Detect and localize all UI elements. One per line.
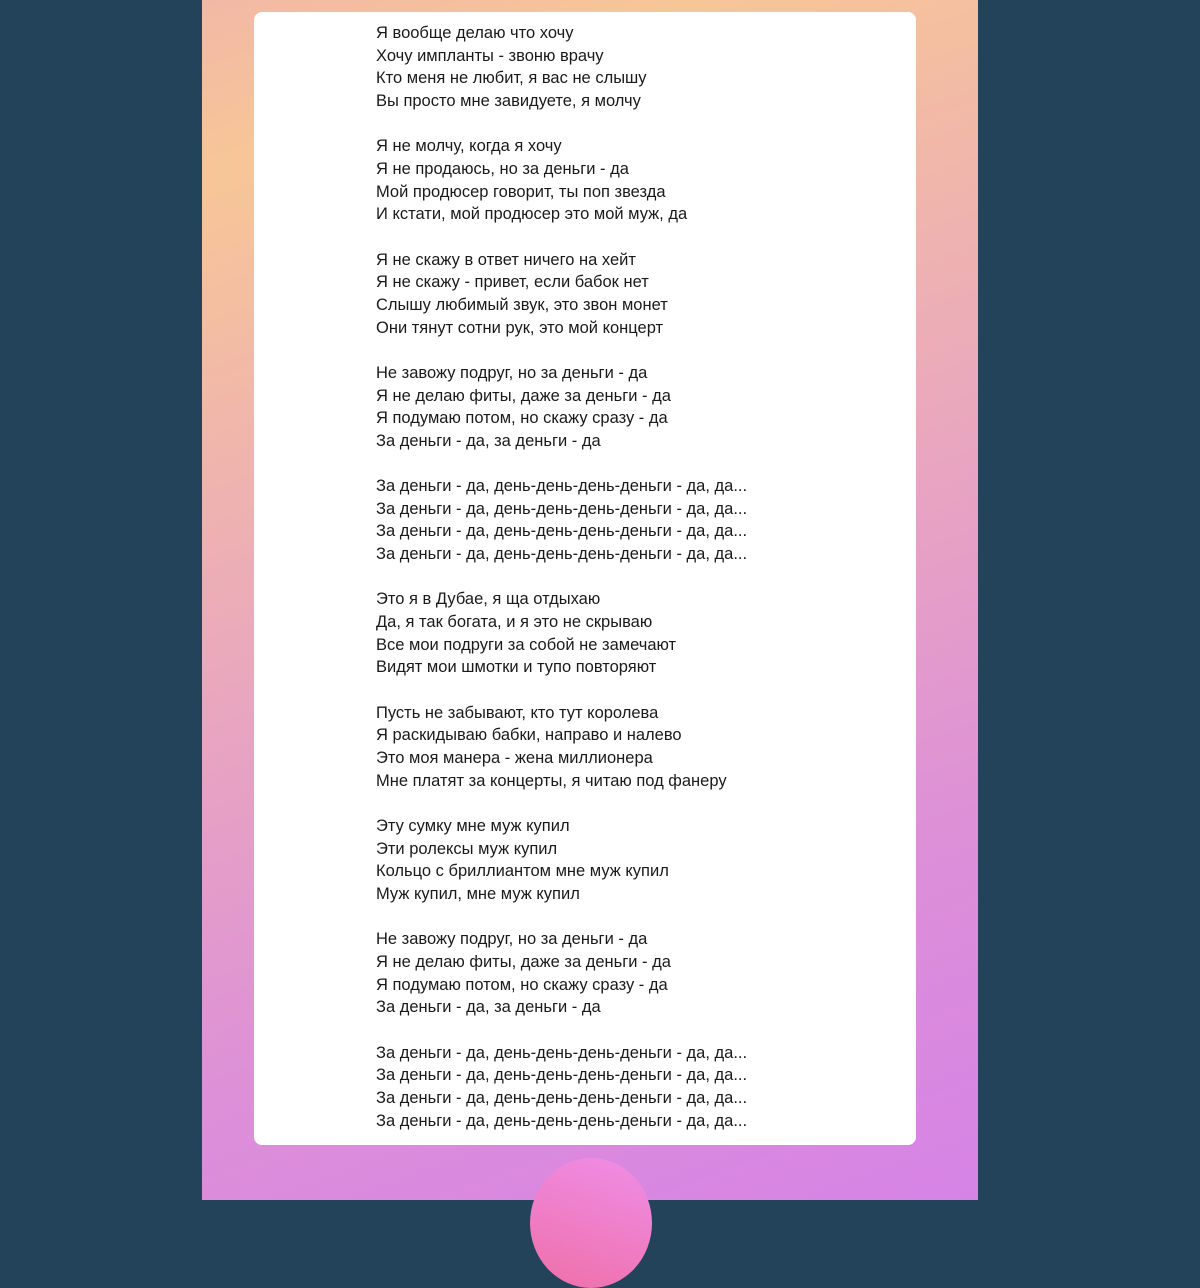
lyrics-line: Слышу любимый звук, это звон монет	[376, 295, 668, 314]
lyrics-line: Мой продюсер говорит, ты поп звезда	[376, 182, 666, 201]
lyrics-line: За деньги - да, за деньги - да	[376, 431, 601, 450]
lyrics-line: Вы просто мне завидуете, я молчу	[376, 91, 641, 110]
lyrics-line: Хочу импланты - звоню врачу	[376, 46, 604, 65]
lyrics-line: Не завожу подруг, но за деньги - да	[376, 930, 648, 949]
lyrics-line: И кстати, мой продюсер это мой муж, да	[376, 205, 688, 224]
app-background	[202, 0, 978, 1200]
lyrics-line: Эти ролексы муж купил	[376, 839, 558, 858]
lyrics-stanza	[376, 815, 747, 906]
lyrics-line: Это моя манера - жена миллионера	[376, 749, 653, 767]
lyrics-line: Я подумаю потом, но скажу сразу - да	[376, 975, 668, 994]
record-button[interactable]	[530, 1158, 652, 1288]
lyrics-line: Все мои подруги за собой не замечают	[376, 635, 677, 654]
lyrics-line: Я раскидываю бабки, направо и налево	[376, 726, 682, 745]
lyrics-line: За деньги - да, за деньги - да	[376, 998, 601, 1017]
lyrics-stanza	[376, 928, 747, 1019]
lyrics-line: Муж купил, мне муж купил	[376, 884, 580, 903]
lyrics-line: Это я в Дубае, я ща отдыхаю	[376, 590, 601, 609]
lyrics-stanza	[376, 22, 747, 113]
lyrics-line: Я подумаю потом, но скажу сразу - да	[376, 409, 668, 428]
lyrics-line: За деньги - да, день-день-день-деньги - да, да...	[376, 499, 748, 518]
lyrics-line: За деньги - да, день-день-день-деньги - да, да...	[376, 1043, 748, 1062]
lyrics-stanza	[376, 362, 747, 453]
lyrics-line: За деньги - да, день-день-день-деньги - да, да...	[376, 1111, 748, 1130]
lyrics-line: За деньги - да, день-день-день-деньги - да, да...	[376, 545, 748, 564]
lyrics-stanza	[376, 135, 747, 226]
lyrics-line: Пусть не забывают, кто тут королева	[376, 703, 659, 722]
lyrics-line: Эту сумку мне муж купил	[376, 816, 570, 835]
lyrics-stanza	[376, 249, 747, 340]
lyrics-line: Я не скажу в ответ ничего на хейт	[376, 250, 636, 269]
lyrics-stanza	[376, 475, 747, 566]
lyrics-line: Мне платят за концерты, я читаю под фанеру	[376, 771, 727, 790]
lyrics-line: Я не молчу, когда я хочу	[376, 137, 562, 156]
lyrics-line: Видят мои шмотки и тупо повторяют	[376, 658, 657, 677]
lyrics-line: Кольцо с бриллиантом мне муж купил	[376, 862, 669, 881]
lyrics-line: Я не продаюсь, но за деньги - да	[376, 159, 629, 178]
lyrics-text	[376, 22, 747, 1155]
lyrics-stanza	[376, 588, 747, 679]
lyrics-line: Я вообще делаю что хочу	[376, 24, 574, 42]
lyrics-line: Я не делаю фиты, даже за деньги - да	[376, 952, 671, 971]
lyrics-line: Я не скажу - привет, если бабок нет	[376, 273, 649, 292]
lyrics-line: Кто меня не любит, я вас не слышу	[376, 69, 647, 88]
lyrics-line: Они тянут сотни рук, это мой концерт	[376, 318, 664, 337]
lyrics-stanza	[376, 1042, 747, 1133]
lyrics-line: За деньги - да, день-день-день-деньги - да, да...	[376, 1088, 748, 1107]
lyrics-line: За деньги - да, день-день-день-деньги - да, да...	[376, 477, 748, 496]
lyrics-line: За деньги - да, день-день-день-деньги - да, да...	[376, 522, 748, 541]
lyrics-stanza	[376, 702, 747, 793]
lyrics-line: За деньги - да, день-день-день-деньги - да, да...	[376, 1066, 748, 1085]
lyrics-line: Я не делаю фиты, даже за деньги - да	[376, 386, 671, 405]
lyrics-card	[254, 12, 916, 1145]
lyrics-line: Да, я так богата, и я это не скрываю	[376, 613, 653, 632]
lyrics-line: Не завожу подруг, но за деньги - да	[376, 363, 648, 382]
